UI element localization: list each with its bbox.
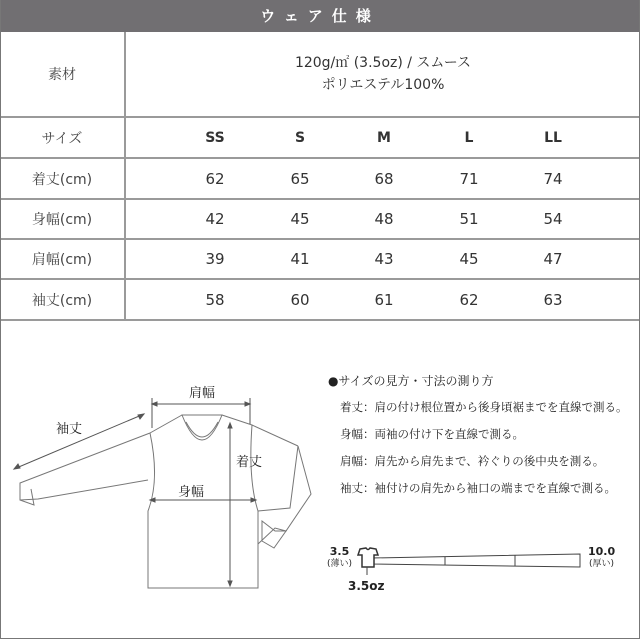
thickness-max	[588, 546, 615, 570]
table-cell: 58	[205, 290, 225, 309]
thickness-min-value: 3.5	[329, 545, 350, 558]
shoulder-width-label: 肩幅	[189, 386, 216, 401]
guide-item: 身幅：両袖の付け下を直線で測る。	[340, 427, 524, 441]
guide-item: 袖丈：袖付けの肩先から袖口の端までを直線で測る。	[340, 481, 616, 495]
table-cell: 74	[543, 169, 563, 188]
size-ss: SS	[205, 129, 225, 146]
table-cell: 45	[290, 210, 310, 228]
table-cell: 71	[459, 169, 479, 188]
spec-title: ウェア仕様	[260, 7, 380, 25]
thickness-gauge	[350, 545, 590, 585]
guide-item: 肩幅：肩先から肩先まで、衿ぐりの後中央を測る。	[340, 454, 605, 468]
table-cell: 63	[543, 290, 563, 309]
body-length-label: 着丈	[236, 455, 263, 470]
table-cell: 41	[290, 250, 310, 268]
size-l: L	[464, 129, 474, 146]
table-cell: 45	[459, 250, 479, 268]
table-cell: 51	[459, 210, 479, 228]
body-width-label: 身幅	[178, 485, 205, 500]
thickness-min-label: (薄い)	[327, 559, 353, 569]
table-cell: 61	[374, 290, 394, 309]
table-cell: 54	[543, 210, 563, 228]
measurement-guide	[328, 372, 628, 507]
table-cell: 68	[374, 169, 394, 188]
table-cell: 65	[290, 169, 310, 188]
thickness-marker: 3.5oz	[348, 579, 385, 593]
size-ll: LL	[544, 129, 562, 146]
thickness-max-value: 10.0	[588, 545, 616, 558]
material-label: 素材	[48, 67, 76, 83]
table-cell: 60	[290, 290, 310, 309]
size-header-label: サイズ	[41, 130, 83, 147]
table-cell: 48	[374, 210, 394, 228]
row-label: 肩幅(cm)	[31, 252, 93, 268]
thickness-min	[327, 546, 352, 570]
garment-diagram	[0, 320, 320, 630]
guide-item: 着丈：肩の付け根位置から後身頃裾までを直線で測る。	[340, 400, 628, 414]
table-cell: 62	[205, 169, 225, 188]
sleeve-length-label: 袖丈	[56, 422, 83, 437]
size-m: M	[377, 129, 391, 146]
table-cell: 62	[459, 290, 479, 309]
row-label: 袖丈(cm)	[31, 292, 93, 309]
table-cell: 39	[205, 250, 225, 268]
row-label: 身幅(cm)	[31, 212, 93, 228]
table-cell: 42	[205, 210, 225, 228]
thickness-max-label: (厚い)	[589, 559, 615, 569]
row-label: 着丈(cm)	[31, 171, 93, 188]
material-composition: ポリエステル100%	[321, 77, 445, 93]
guide-title: ●サイズの見方・寸法の測り方	[328, 374, 494, 388]
material-weight: 120g/㎡ (3.5oz) / スムース	[294, 55, 472, 71]
table-cell: 47	[543, 250, 563, 268]
table-cell: 43	[374, 250, 394, 268]
size-s: S	[294, 129, 306, 146]
